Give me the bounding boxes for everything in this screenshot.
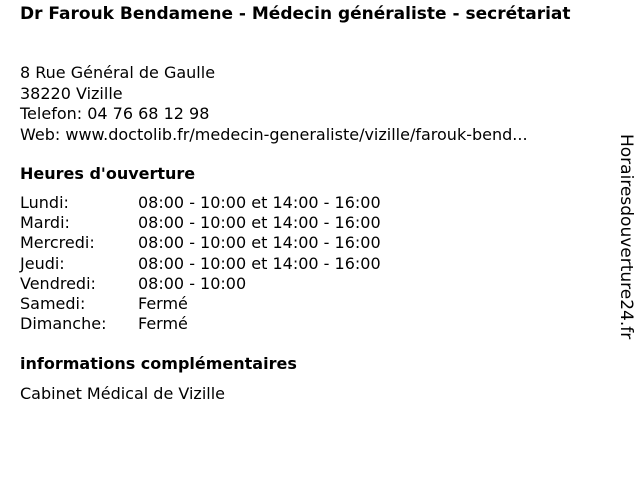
day-hours: Fermé	[138, 293, 188, 313]
day-label: Dimanche:	[20, 314, 107, 334]
day-hours: 08:00 - 10:00 et 14:00 - 16:00	[138, 213, 381, 233]
day-hours: 08:00 - 10:00 et 14:00 - 16:00	[138, 253, 381, 273]
hours-row-monday	[20, 193, 381, 213]
hours-row-friday	[20, 274, 381, 294]
day-label: Vendredi:	[20, 273, 96, 293]
additional-info-text: Cabinet Médical de Vizille	[20, 384, 226, 403]
website-link-row	[20, 125, 528, 146]
additional-info-heading: informations complémentaires	[20, 354, 297, 373]
phone-number[interactable]: Telefon: 04 76 68 12 98	[20, 104, 210, 123]
contact-block	[20, 63, 528, 145]
hours-row-tuesday	[20, 213, 381, 233]
page-title: Dr Farouk Bendamene - Médecin généraliste - secrétariat	[20, 4, 571, 24]
day-hours: Fermé	[138, 314, 188, 334]
day-label: Jeudi:	[20, 253, 65, 273]
hours-row-wednesday	[20, 233, 381, 253]
day-label: Lundi:	[20, 193, 69, 212]
day-label: Mercredi:	[20, 233, 95, 253]
address-street: 8 Rue Général de Gaulle	[20, 63, 216, 82]
day-hours: 08:00 - 10:00 et 14:00 - 16:00	[138, 193, 381, 212]
day-hours: 08:00 - 10:00	[138, 273, 247, 293]
site-watermark: Horairesdouverture24.fr	[616, 134, 636, 340]
opening-hours-heading: Heures d'ouverture	[20, 164, 196, 183]
day-label: Mardi:	[20, 213, 70, 233]
day-hours: 08:00 - 10:00 et 14:00 - 16:00	[138, 233, 381, 253]
hours-row-saturday	[20, 294, 381, 314]
website-link[interactable]: Web: www.doctolib.fr/medecin-generaliste/vizille/farouk-bend...	[20, 124, 528, 144]
hours-row-thursday	[20, 254, 381, 274]
day-label: Samedi:	[20, 293, 86, 313]
address-city: 38220 Vizille	[20, 83, 123, 103]
opening-hours-table	[20, 193, 381, 334]
hours-row-sunday	[20, 314, 381, 334]
